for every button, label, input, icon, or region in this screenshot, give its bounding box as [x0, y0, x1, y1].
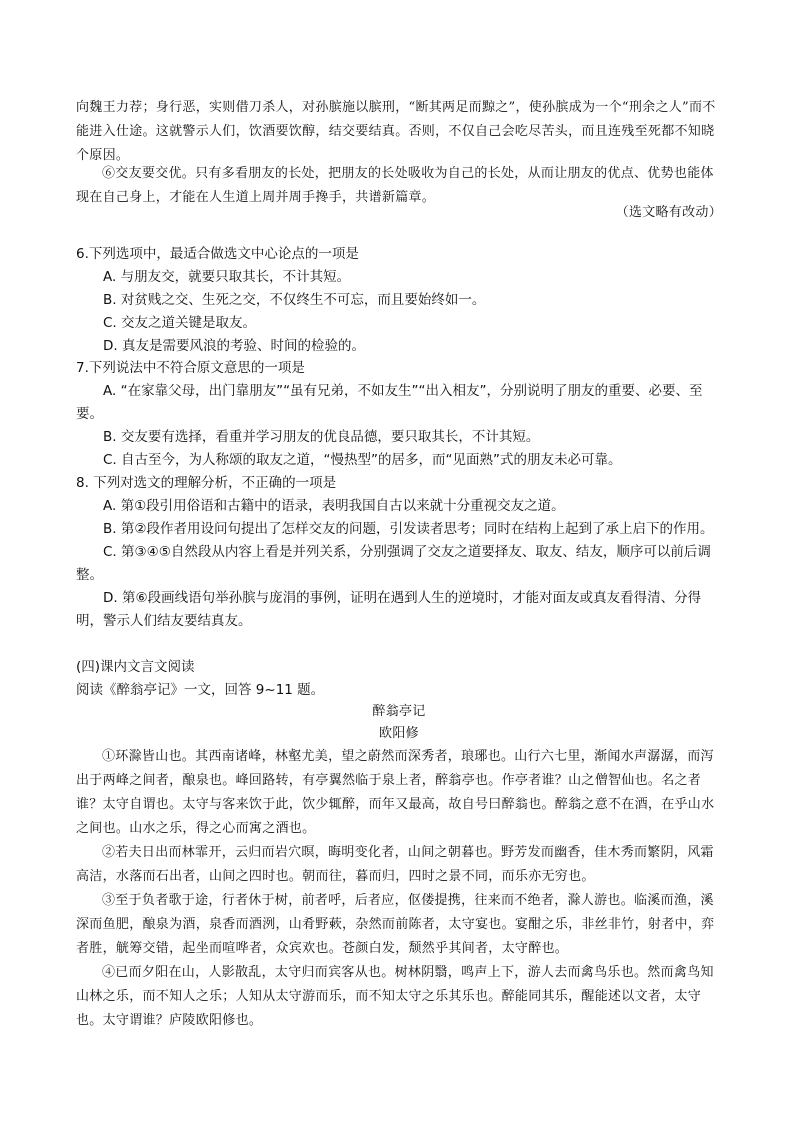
question-6-stem: 6.下列选项中，最适合做选文中心论点的一项是: [76, 246, 359, 262]
question-8-option-c: C. 第③④⑤自然段从内容上看是并列关系，分别强调了交友之道要择友、取友、结友，顺序可以前后调整。: [76, 544, 711, 583]
essay-paragraph-2: ②若夫日出而林霏开，云归而岩穴暝，晦明变化者，山间之朝暮也。野芳发而幽香，佳木秀而繁阴，风霜高洁，水落而石出者，山间之四时也。朝而往，暮而归，四时之景不同，而乐亦无穷也。: [76, 845, 714, 884]
essay-paragraph-1: ①环滁皆山也。其西南诸峰，林壑尤美，望之蔚然而深秀者，琅琊也。山行六七里，渐闻水声潺潺，而泻出于两峰之间者，酿泉也。峰回路转，有亭翼然临于泉上者，醉翁亭也。作亭者谁？山之僧智仙也。名之者谁？太守自谓也。太守与客来饮于此，饮少辄醉，而年又最高，故自号曰醉翁也。醉翁之意不在酒，在乎山水之间也。山水之乐，得之心而寓之酒也。: [76, 749, 715, 836]
essay-body: [76, 745, 722, 1033]
question-8: [76, 472, 722, 633]
question-7-option-a: A. “在家靠父母，出门靠朋友”“虽有兄弟，不如友生”“出入相友”，分别说明了朋友的重要、必要、至要。: [76, 383, 703, 422]
question-6-option-c: C. 交友之道关键是取友。: [103, 315, 257, 331]
essay-paragraph-3: ③至于负者歌于途，行者休于树，前者呼，后者应，伛偻提携，往来而不绝者，滁人游也。临溪而渔，溪深而鱼肥，酿泉为酒，泉香而酒洌，山肴野蔌，杂然而前陈者，太守宴也。宴酣之乐，非丝非竹，射者中，弈者胜，觥筹交错，起坐而喧哗者，众宾欢也。苍颜白发，颓然乎其间者，太守醉也。: [76, 893, 715, 956]
question-6-option-a: A. 与朋友交，就要只取其长，不计其短。: [103, 269, 351, 285]
question-7-stem: 7.下列说法中不符合原文意思的一项是: [76, 360, 305, 376]
source-note: （选文略有改动）: [615, 205, 722, 220]
essay-author: 欧阳修: [379, 726, 419, 741]
passage-paragraph-6: ⑥交友要交优。只有多看朋友的长处，把朋友的长处吸收为自己的长处，从而让朋友的优点、优势也能体现在自己身上，才能在人生道上周并周手搀手，共谱新篇章。: [76, 166, 714, 205]
question-8-option-a: A. 第①段引用俗语和古籍中的语录，表明我国自古以来就十分重视交友之道。: [103, 498, 565, 514]
essay-paragraph-4: ④已而夕阳在山，人影散乱，太守归而宾客从也。树林阴翳，鸣声上下，游人去而禽鸟乐也。然而禽鸟知山林之乐，而不知人之乐；人知从太守游而乐，而不知太守之乐其乐也。醉能同其乐，醒能述以文者，太守也。太守谓谁？庐陵欧阳修也。: [76, 965, 714, 1028]
question-7-option-b: B. 交友要有选择，看重并学习朋友的优良品德，要只取其长，不计其短。: [103, 429, 540, 445]
question-6-option-d: D. 真友是需要风浪的考验、时间的检验的。: [103, 338, 365, 354]
question-6: [76, 243, 722, 358]
question-7-option-c: C. 自古至今，为人称颂的取友之道，“慢热型”的居多，而“见面熟”式的朋友未必可靠。: [103, 452, 622, 468]
section-4-heading: (四)课内文言文阅读: [76, 659, 195, 675]
question-6-option-b: B. 对贫贱之交、生死之交，不仅终生不可忘，而且要始终如一。: [103, 292, 486, 308]
question-8-option-d: D. 第⑥段画线语句举孙膑与庞涓的事例，证明在遇到人生的逆境时，才能对面友或真友看得清、分得明，警示人们结友要结真友。: [76, 590, 702, 629]
essay-title: 醉翁亭记: [372, 704, 426, 719]
section-4-header: [76, 656, 722, 702]
section-4-instruction: 阅读《醉翁亭记》一文，回答 9~11 题。: [76, 682, 325, 698]
question-7: [76, 357, 722, 472]
question-8-option-b: B. 第②段作者用设问句提出了怎样交友的问题，引发读者思考；同时在结构上起到了承上启下的作用。: [103, 521, 714, 537]
question-8-stem: 8. 下列对选文的理解分析，不正确的一项是: [76, 475, 337, 491]
passage-paragraph-5-continued: 向魏王力荐；身行恶，实则借刀杀人，对孙膑施以膑刑，“断其两足而黥之”，使孙膑成为一个“刑余之人”而不能进入仕途。这就警示人们，饮酒要饮醇，结交要结真。否则，不仅自己会吃尽苦头，而且连残至死都不知晓个原因。: [76, 100, 716, 163]
